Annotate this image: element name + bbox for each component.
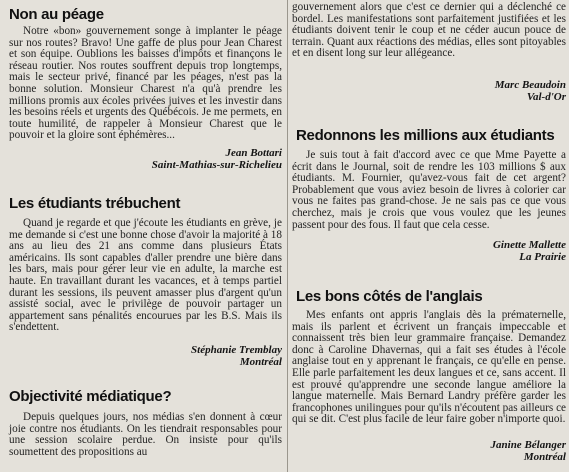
letter-body: Mes enfants ont appris l'anglais dès la prématernelle, mais ils parlent et écrivent un français impeccable et connaissent très bien leur grammaire française. Demandez donc à Caroline Dhavernas, qui a fait ses études à l'école anglaise tout en y apprenant le français, ce qu'elle en pense. Elle parle parfaitement les deux langues et ce, sans accent. Il est prouvé qu'apprendre une seconde langue améliore la langue maternelle. Mais Bernard Landry préfère garder les francophones unilingues pour qu'ils n'écoutent pas ailleurs ce qui se dit. C'est plus facile de leur faire gober n'importe quoi. bbox=[292, 309, 567, 426]
author-name: Jean Bottari bbox=[225, 147, 282, 159]
author-name: Stéphanie Tremblay bbox=[191, 344, 282, 356]
author-place: La Prairie bbox=[519, 250, 566, 263]
letter-body: Quand je regarde et que j'écoute les étudiants en grève, je me demande si c'est une bonne chose d'avoir la majorité à 18 ans au lieu des 21 ans comme dans plusieurs États américains. Ils sont capables d'aller prendre une bière dans les bars, mais pour gérer leur vie en adulte, la marche est haute. En travaillant durant les vacances, et à temps partiel durant les sessions, ils peuvent amasser plus d'argent qu'un assisté social, avec le privilège de pouvoir partager un appartement sans pénalités encourues par les B.S. Mais ils s'endettent. bbox=[9, 217, 282, 334]
author-name: Ginette Mallette bbox=[492, 239, 566, 251]
letter-body: gouvernement alors que c'est ce dernier qui a déclenché ce bordel. Les manifestations sont parfaitement justifiées et les étudiants doivent tenir le coup et ne céder aucun pouce de terrain. Quant aux réactions des médias, elles sont pitoyables et en disent long sur leur allégeance. bbox=[292, 1, 566, 60]
column-divider bbox=[287, 0, 288, 472]
letter-title: Les bons côtés de l'anglais bbox=[296, 288, 483, 305]
letter-signature bbox=[296, 440, 566, 463]
letter-body: Notre «bon» gouvernement songe à implanter le péage sur nos routes? Bravo! Une gaffe de plus pour Jean Charest et son équipe. Oublions les baisses d'impôts et finançons le réseau routier. Nos routes souffrent depuis trop longtemps, mais le secteur privé, financé par les péages, n'est pas la bonne solution. Monsieur Charest n'a qu'à prendre les millions promis aux écoles privées juives et les investir dans les besoins réels et urgents des Québécois. Je me permets, en toute humilité, de rappeler à Monsieur Charest que le pouvoir et la gloire sont éphémères... bbox=[9, 25, 282, 142]
author-name: Janine Bélanger bbox=[490, 439, 566, 451]
author-place: Montréal bbox=[523, 450, 566, 463]
author-place: Val-d'Or bbox=[526, 90, 566, 103]
letter-signature bbox=[12, 148, 282, 171]
letter-title: Redonnons les millions aux étudiants bbox=[296, 127, 555, 144]
letter-body: Je suis tout à fait d'accord avec ce que Mme Payette a écrit dans le Journal, soit de rendre les 103 millions $ aux étudiants. M. Fournier, qu'avez-vous fait de cet argent? Probablement que vous aviez besoin de livres à colorier car vous ne faites pas grand-chose. Je ne sais pas ce que vous cherchez, mais je crois que vous voulez que les jeunes passent pour des fous. Il faut que cela cesse. bbox=[292, 149, 566, 231]
right-column bbox=[292, 0, 569, 472]
letter-title: Objectivité médiatique? bbox=[9, 388, 172, 405]
letter-signature bbox=[296, 80, 566, 103]
letter-signature bbox=[12, 345, 282, 368]
author-name: Marc Beaudoin bbox=[494, 79, 566, 91]
author-place: Montréal bbox=[239, 355, 282, 368]
author-place: Saint-Mathias-sur-Richelieu bbox=[151, 158, 282, 171]
left-column bbox=[0, 0, 284, 472]
letter-title: Non au péage bbox=[9, 6, 104, 23]
letter-signature bbox=[296, 240, 566, 263]
letter-body: Depuis quelques jours, nos médias s'en donnent à cœur joie contre nos étudiants. On les tiendrait responsables pour une session scolaire perdue. On insiste pour qu'ils soumettent des propositions au bbox=[9, 411, 282, 458]
letter-title: Les étudiants trébuchent bbox=[9, 195, 181, 212]
